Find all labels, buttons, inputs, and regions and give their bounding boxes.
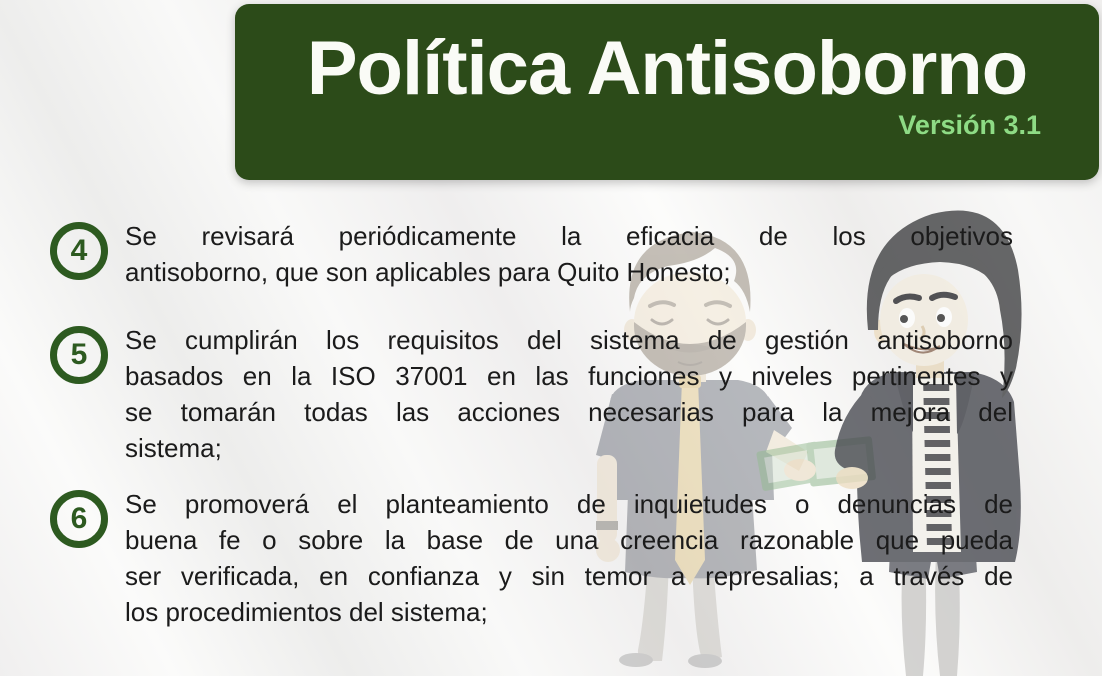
policy-text-line: Se promoverá el planteamiento de inquietudes o denuncias de <box>125 489 1013 519</box>
policy-text-line: ser verificada, en confianza y sin temor a represalias; a través de <box>125 561 1013 591</box>
policy-item-text <box>125 322 1013 466</box>
policy-text-line: sistema; <box>125 433 222 463</box>
header-banner <box>235 4 1099 180</box>
policy-text-line: basados en la ISO 37001 en las funciones y niveles pertinentes y <box>125 361 1013 391</box>
policy-text-line: se tomarán todas las acciones necesarias para la mejora del <box>125 397 1013 427</box>
policy-item-4 <box>50 218 1013 290</box>
policy-text-line: Se revisará periódicamente la eficacia de los objetivos <box>125 221 1013 251</box>
item-number-badge: 4 <box>50 222 108 280</box>
policy-text-line: antisoborno, que son aplicables para Quito Honesto; <box>125 257 731 287</box>
item-number-badge: 5 <box>50 326 108 384</box>
page-title: Política Antisoborno <box>306 26 1028 111</box>
policy-item-6 <box>50 486 1013 630</box>
policy-item-5 <box>50 322 1013 466</box>
policy-item-text <box>125 486 1013 630</box>
version-label: Versión 3.1 <box>898 110 1041 140</box>
policy-text-line: Se cumplirán los requisitos del sistema de gestión antisoborno <box>125 325 1013 355</box>
policy-text-line: buena fe o sobre la base de una creencia razonable que pueda <box>125 525 1013 555</box>
policy-item-text <box>125 218 1013 290</box>
item-number-badge: 6 <box>50 490 108 548</box>
policy-text-line: los procedimientos del sistema; <box>125 597 488 627</box>
